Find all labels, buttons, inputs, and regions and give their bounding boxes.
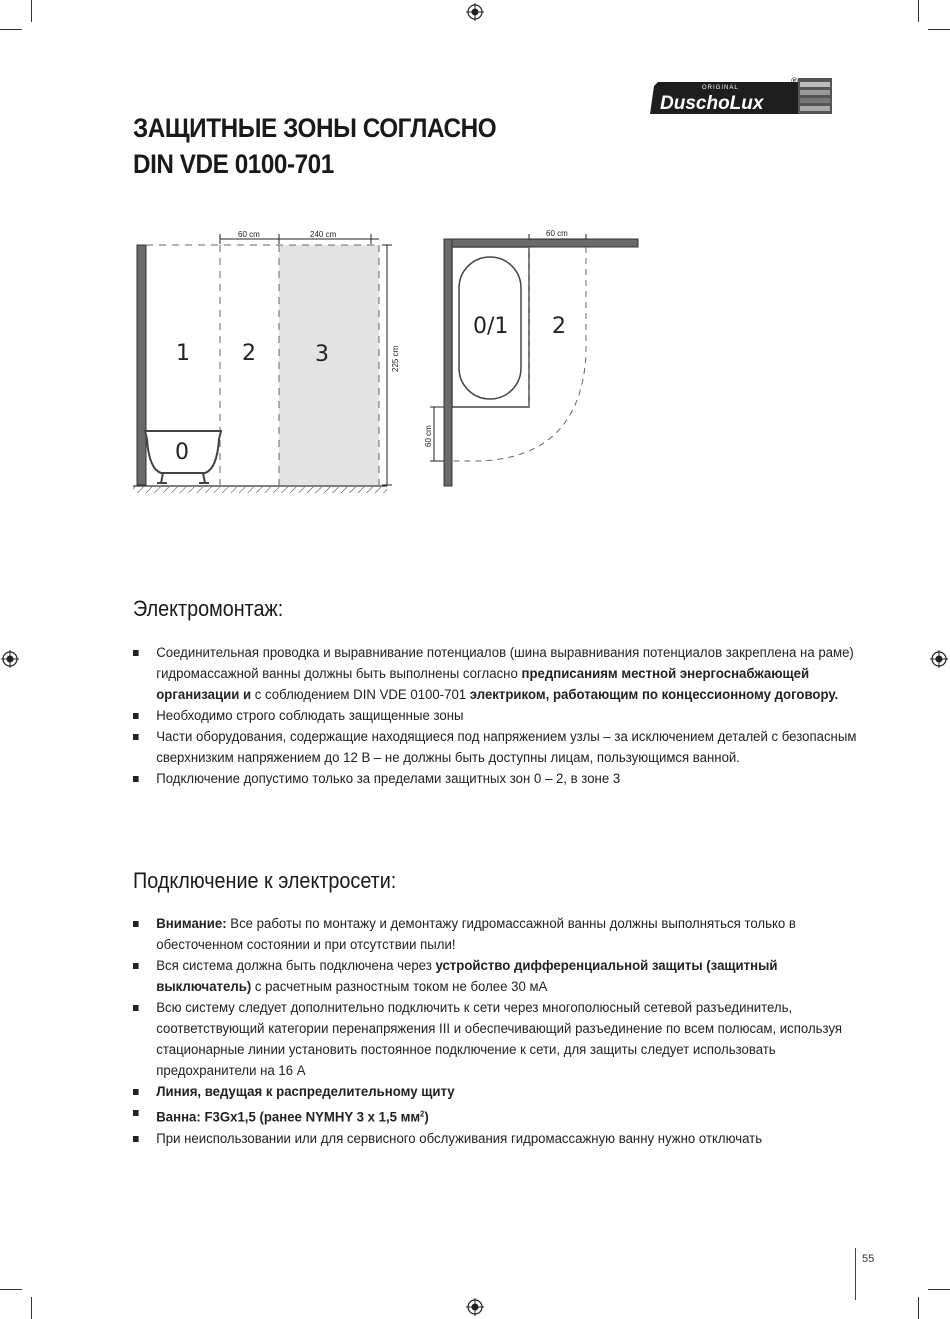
crop-mark	[0, 1289, 22, 1290]
section-electrical-installation-heading: Электромонтаж:	[133, 596, 284, 621]
dim-60-label: 60 cm	[238, 230, 260, 239]
zone-0-label: 0	[175, 440, 189, 465]
crop-mark	[31, 1297, 32, 1319]
list-item: Линия, ведущая к распределительному щиту	[133, 1082, 863, 1103]
crop-mark	[928, 1289, 950, 1290]
list-item: При неиспользовании или для сервисного обслуживания гидромассажную ванну нужно отключать	[133, 1129, 863, 1150]
list-item: Необходимо строго соблюдать защищенные зоны	[133, 706, 863, 727]
crop-mark	[928, 29, 950, 30]
zone-01-label: 0/1	[473, 314, 509, 339]
floor-hatch	[133, 487, 387, 493]
wall	[137, 245, 146, 485]
list-item: Части оборудования, содержащие находящиеся под напряжением узлы – за исключением деталей с безопасным сверхнизким напряжением до 12 В – не должны быть доступны лицам, пользующимся ванной.	[133, 727, 863, 769]
list-item: Ванна: F3Gx1,5 (ранее NYMHY 3 x 1,5 $мм^2$)	[133, 1103, 863, 1129]
list-item: Вся система должна быть подключена через устройство дифференциальной защиты (защитный выключатель) с расчетным разностным током не более 30 мА	[133, 956, 863, 998]
page-number: 55	[862, 1253, 875, 1265]
crop-mark	[918, 1297, 919, 1319]
page-title-line1: ЗАЩИТНЫЕ ЗОНЫ СОГЛАСНО	[133, 113, 497, 143]
list-item: Всю систему следует дополнительно подключить к сети через многополюсный сетевой разъединитель, соответствующий категории перенапряжения III и обеспечивающий разъединение по всем полюсам, используя стационарные линии установить постоянное подключение к сети, для защиты следует использовать предохранители на 16 А	[133, 998, 863, 1082]
wall-top	[444, 239, 638, 247]
zone-3-label: 3	[315, 342, 329, 367]
crop-mark	[918, 0, 919, 22]
registration-mark-icon	[466, 1298, 484, 1316]
brand-logo	[650, 76, 832, 116]
dim-60-side-label: 60 cm	[424, 425, 433, 447]
registration-mark-icon	[930, 650, 948, 668]
dim-60-top-label: 60 cm	[546, 229, 568, 238]
page-number-divider	[855, 1248, 856, 1300]
zone-2-label: 2	[242, 341, 256, 366]
logo-top-text: ORIGINAL	[702, 85, 739, 91]
power-connection-list	[133, 914, 853, 1150]
electrical-installation-list	[133, 643, 857, 790]
crop-mark	[31, 0, 32, 22]
section-power-connection-heading: Подключение к электросети:	[133, 868, 397, 893]
wall-left	[444, 239, 452, 486]
zone-1-label: 1	[176, 341, 190, 366]
zone-2-right-label: 2	[552, 314, 566, 339]
zone-3-area	[279, 245, 379, 485]
crop-mark	[0, 29, 22, 30]
page-title	[133, 110, 496, 182]
logo-brand-text: DuschoLux	[660, 93, 764, 114]
dim-240-label: 240 cm	[310, 230, 337, 239]
registration-mark-icon	[1, 650, 19, 668]
list-item: Внимание: Все работы по монтажу и демонтажу гидромассажной ванны должны выполняться только в обесточенном состоянии и при отсутствии пыли!	[133, 914, 863, 956]
dim-225-label: 225 cm	[391, 345, 400, 372]
page-title-line2: DIN VDE 0100-701	[133, 149, 334, 179]
zone-diagram-top-view	[420, 225, 650, 495]
zone-diagram-side-view	[125, 225, 405, 500]
registration-mark-icon	[466, 3, 484, 21]
list-item: Соединительная проводка и выравнивание потенциалов (шина выравнивания потенциалов закреплена на раме) гидромассажной ванны должны быть выполнены согласно предписаниям местной энергоснабжающей организации и с соблюдением DIN VDE 0100-701 электриком, работающим по концессионному договору.	[133, 643, 863, 706]
list-item: Подключение допустимо только за пределами защитных зон 0 – 2, в зоне 3	[133, 769, 863, 790]
logo-registered-mark: ®	[791, 76, 798, 86]
